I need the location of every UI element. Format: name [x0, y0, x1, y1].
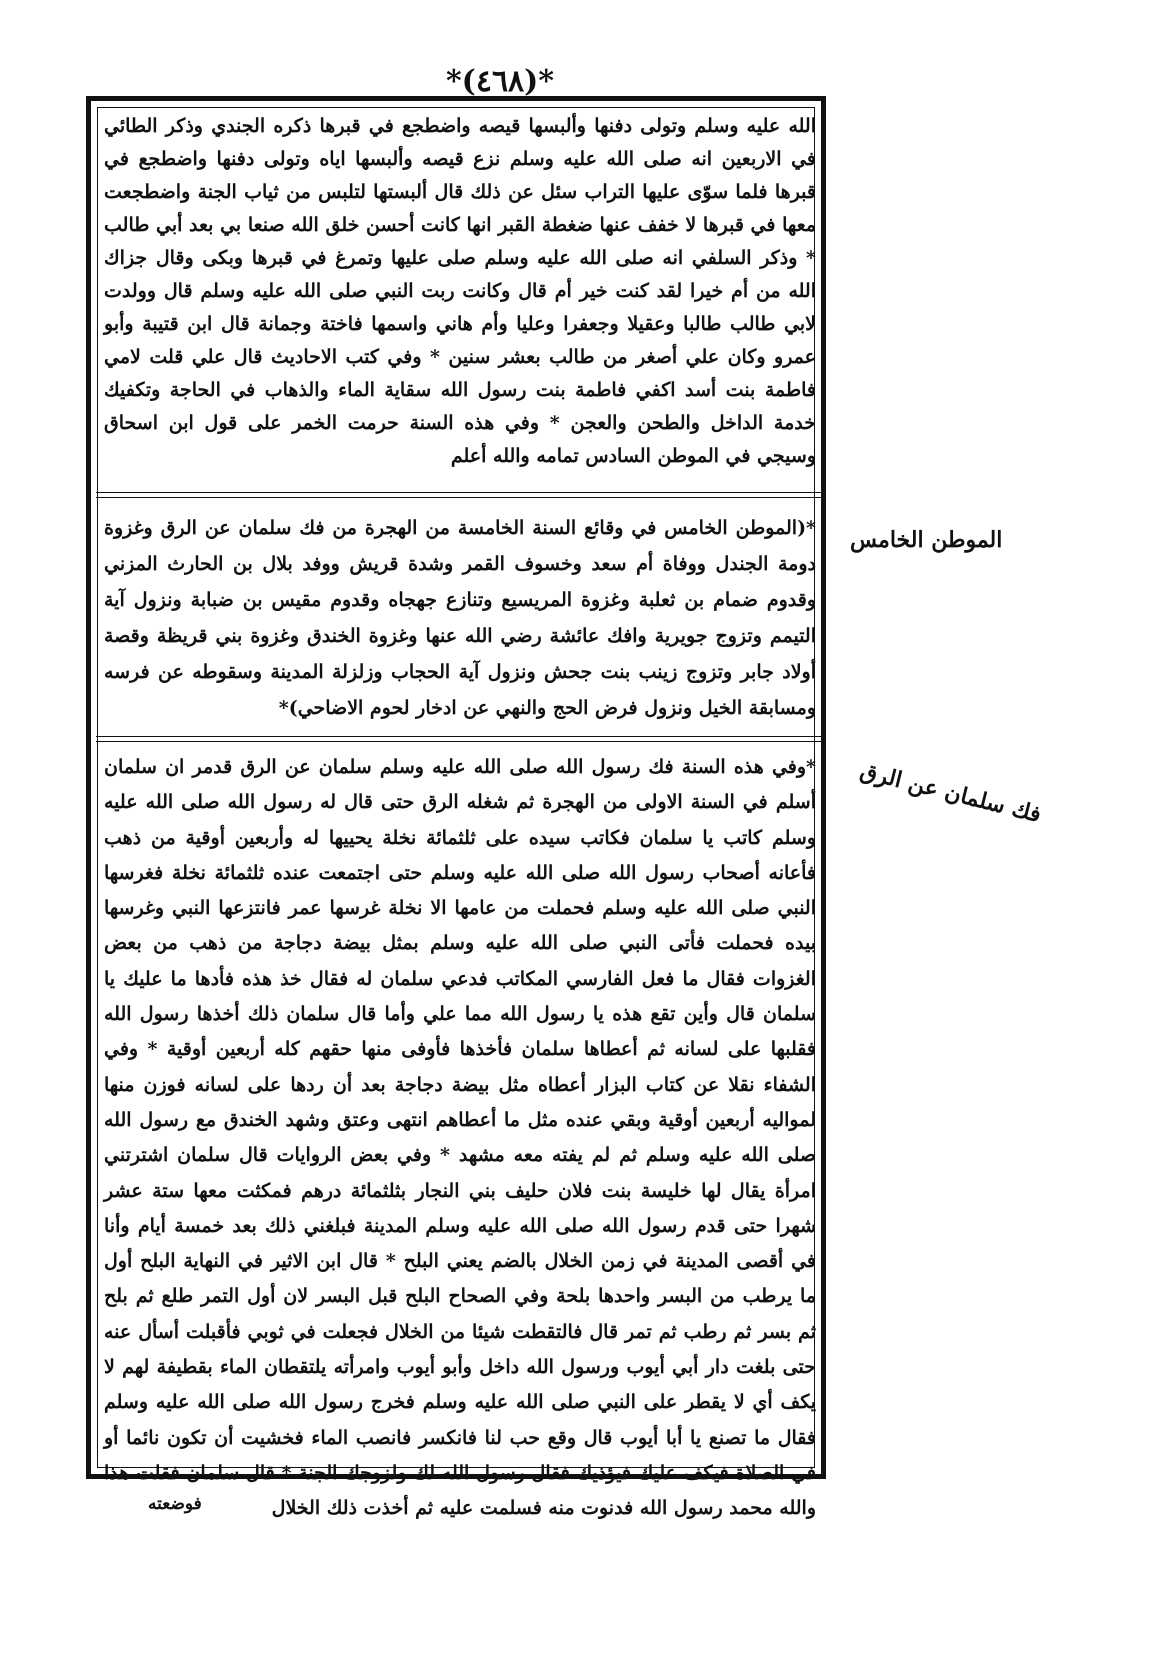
- text-section-2: [104, 510, 816, 730]
- page-number: *(٤٦٨)*: [445, 64, 555, 99]
- section-2-heading-paragraph: *(الموطن الخامس في وقائع السنة الخامسة من الهجرة من فك سلمان عن الرق وغزوة دومة الجندل ووفاة أم سعد وخسوف القمر وشدة قريش ووفد بلال بن الحارث المزني وقدوم ضمام بن ثعلبة وغزوة المريسيع وتنازع جهجاه وقدوم مقيس بن ضبابة ونزول آية التيمم وتزوج جويرية وافك عائشة رضي الله عنها وغزوة الخندق وغزوة بني قريظة وقصة أولاد جابر وتزوج زينب بنت جحش ونزول آية الحجاب وزلزلة المدينة وسقوطه عن فرسه ومسابقة الخيل ونزول فرض الحج والنهي عن ادخار لحوم الاضاحي)*: [104, 517, 816, 719]
- margin-note-salman-freed: فك سلمان عن الرق: [857, 757, 1044, 829]
- catchword: فوضعته: [148, 1494, 202, 1514]
- text-section-1: [104, 110, 816, 490]
- section-divider: [96, 492, 821, 493]
- section-divider: [96, 736, 821, 737]
- section-1-paragraph: الله عليه وسلم وتولى دفنها وألبسها قيصه واضطجع في قبرها ذكره الجندي وذكر الطائي في الاربعين انه صلى الله عليه وسلم نزع قيصه وألبسها اياه وتولى دفنها واضطجع في قبرها فلما سوّى عليها التراب سئل عن ذلك قال ألبستها لتلبس من ثياب الجنة واضطجعت معها في قبرها لا خفف عنها ضغطة القبر انها كانت أحسن خلق الله صنعا بي بعد أبي طالب * وذكر السلفي انه صلى الله عليه وسلم صلى عليها وتمرغ في قبرها وبكى وقال جزاك الله من أم خيرا لقد كنت خير أم قال وكانت ربت النبي صلى الله عليه وسلم قال وولدت لابي طالب طالبا وعقيلا وجعفرا وعليا وأم هاني واسمها فاختة وجمانة قال ابن قتيبة وأبو عمرو وكان علي أصغر من طالب بعشر سنين * وفي كتب الاحاديث قال علي قلت لامي فاطمة بنت أسد اكفي فاطمة بنت رسول الله سقاية الماء والذهاب في الحاجة وتكفيك خدمة الداخل والطحن والعجن * وفي هذه السنة حرمت الخمر على قول ابن اسحاق وسيجي في الموطن السادس تمامه والله أعلم: [104, 115, 816, 467]
- section-3-paragraph: *وفي هذه السنة فك رسول الله صلى الله عليه وسلم سلمان عن الرق قدمر ان سلمان أسلم في السنة الاولى من الهجرة ثم شغله الرق حتى قال له رسول الله صلى الله عليه وسلم كاتب يا سلمان فكاتب سيده على ثلثمائة نخلة يحييها له وأربعين أوقية من ذهب فأعانه أصحاب رسول الله صلى الله عليه وسلم حتى اجتمعت عنده ثلثمائة نخلة فغرسها النبي صلى الله عليه وسلم فحملت من عامها الا نخلة غرسها عمر فانتزعها النبي وغرسها بيده فحملت فأتى النبي صلى الله عليه وسلم بمثل بيضة دجاجة من ذهب من بعض الغزوات فقال ما فعل الفارسي المكاتب فدعي سلمان له فقال خذ هذه فأدها ما عليك يا سلمان قال وأين تقع هذه يا رسول الله مما علي وأما قال سلمان ذلك أخذها رسول الله فقلبها على لسانه ثم أعطاها سلمان فأخذها فأوفى منها حقهم كله أربعين أوقية * وفي الشفاء نقلا عن كتاب البزار أعطاه مثل بيضة دجاجة بعد أن ردها على لسانه فوزن منها لمواليه أربعين أوقية وبقي عنده مثل ما أعطاهم انتهى وعتق وشهد الخندق مع رسول الله صلى الله عليه وسلم ثم لم يفته معه مشهد * وفي بعض الروايات قال سلمان اشترتني امرأة يقال لها خليسة بنت فلان حليف بني النجار بثلثمائة درهم فمكثت معها ستة عشر شهرا حتى قدم رسول الله صلى الله عليه وسلم المدينة فبلغني ذلك بعد خمسة أيام وأنا في أقصى المدينة في زمن الخلال بالضم يعني البلح * قال ابن الاثير في النهاية البلح أول ما يرطب من البسر واحدها بلحة وفي الصحاح البلح قبل البسر لان أول التمر طلع ثم بلح ثم بسر ثم رطب ثم تمر قال فالتقطت شيئا من الخلال فجعلت في ثوبي فأقبلت أسأل عنه حتى بلغت دار أبي أيوب ورسول الله داخل وأبو أيوب وامرأته يلتقطان الماء بقطيفة لهم لا يكف أي لا يقطر على النبي صلى الله عليه وسلم فخرج رسول الله صلى الله عليه وسلم فقال ما تصنع يا أبا أيوب قال وقع حب لنا فانكسر فانصب الماء فخشيت أن تكون نائما أو في الصلاة فيكف عليك فيؤذيك فقال رسول الله لك ولزوجك الجنة * قال سلمان فقلت هذا والله محمد رسول الله فدنوت منه فسلمت عليه ثم أخذت ذلك الخلال: [104, 756, 816, 1520]
- margin-note-fifth-station: الموطن الخامس: [850, 527, 1003, 553]
- section-divider: [96, 497, 821, 498]
- section-divider: [96, 741, 821, 742]
